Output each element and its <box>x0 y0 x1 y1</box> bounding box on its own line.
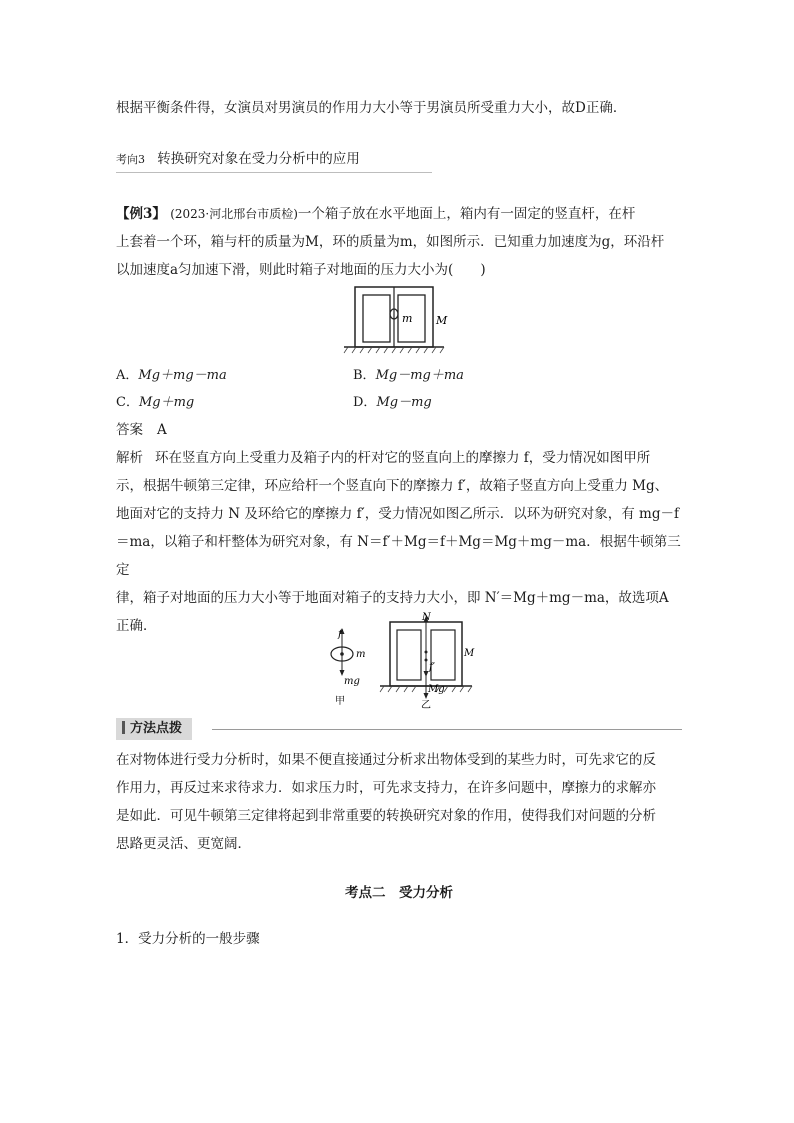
option-b-key: B． <box>353 368 376 383</box>
box2-inner-left <box>397 630 421 680</box>
ring-label-f: f <box>338 629 342 640</box>
method-line-3: 是如此．可见牛顿第三定律将起到非常重要的转换研究对象的作用，使得我们对问题的分析 <box>116 808 656 824</box>
section-header <box>116 148 432 173</box>
box2-label-M: M <box>464 648 475 659</box>
analysis-line-6: 正确． <box>116 618 157 634</box>
option-d-key: D． <box>353 395 377 410</box>
option-a-expr: Mg＋mg－ma <box>138 368 227 383</box>
method-header <box>116 718 682 740</box>
option-a <box>116 366 227 386</box>
option-c-key: C． <box>116 395 139 410</box>
section-number: 考向3 <box>116 153 145 166</box>
box-inner-left <box>363 295 390 342</box>
box2-label-N: N <box>422 612 431 623</box>
analysis-line-4: ＝ma，以箱子和杆整体为研究对象，有 N＝f′＋Mg＝f＋Mg＝Mg＋mg－ma．根据牛顿第三定 <box>116 534 681 578</box>
option-a-key: A． <box>116 368 139 383</box>
analysis-line-5: 律，箱子对地面的压力大小等于地面对箱子的支持力大小，即 N′＝Mg＋mg－ma，故选项A <box>116 590 669 606</box>
box2-label-Mg: Mg <box>428 684 445 695</box>
box-rod-ring-figure <box>340 284 460 356</box>
option-d-expr: Mg－mg <box>376 395 432 410</box>
option-b-expr: Mg－mg＋ma <box>375 368 464 383</box>
option-b <box>353 366 464 386</box>
method-paragraph <box>116 746 682 858</box>
example-line-1 <box>116 200 682 228</box>
example-line-3: 以加速度a匀加速下滑，则此时箱子对地面的压力大小为( ) <box>116 262 486 278</box>
box-caption: 乙 <box>421 700 431 711</box>
example-tag: 【例3】 <box>116 206 166 222</box>
ring-diagram <box>331 628 365 707</box>
option-d <box>353 393 432 413</box>
example-problem <box>116 200 682 284</box>
method-divider <box>212 729 682 730</box>
ground-hatch <box>344 347 444 353</box>
ring-label-mg: mg <box>344 676 360 687</box>
analysis-line-2: 示，根据牛顿第三定律，环应给杆一个竖直向下的摩擦力 f′，故箱子竖直方向上受重力 Mg、 <box>116 478 669 494</box>
method-line-2: 作用力，再反过来求待求力．如求压力时，可先求支持力，在许多问题中，摩擦力的求解亦 <box>116 780 656 796</box>
label-m: m <box>402 312 413 325</box>
method-line-4: 思路更灵活、更宽阔． <box>116 836 251 852</box>
label-M: M <box>436 314 448 327</box>
example-line-2: 上套着一个环，箱与杆的质量为M，环的质量为m，如图所示．已知重力加速度为g，环沿杆 <box>116 234 665 250</box>
intro-paragraph: 根据平衡条件得，女演员对男演员的作用力大小等于男演员所受重力大小，故D正确． <box>116 100 627 116</box>
analysis-line-1: 环在竖直方向上受重力及箱子内的杆对它的竖直向上的摩擦力 f，受力情况如图甲所 <box>155 450 651 466</box>
analysis-line-3: 地面对它的支持力 N 及环给它的摩擦力 f′，受力情况如图乙所示．以环为研究对象，有 mg－f <box>116 506 679 522</box>
method-line-1: 在对物体进行受力分析时，如果不便直接通过分析求出物体受到的某些力时，可先求它的反 <box>116 752 656 768</box>
option-c <box>116 393 194 413</box>
ring-caption: 甲 <box>335 696 345 707</box>
answer-value: A <box>157 422 167 438</box>
option-c-expr: Mg＋mg <box>138 395 195 410</box>
force-diagram-figure <box>320 612 480 712</box>
analysis-label: 解析 <box>116 450 143 466</box>
analysis-paragraph <box>116 444 682 640</box>
section-title: 转换研究对象在受力分析中的应用 <box>157 151 360 167</box>
step1-heading: 1．受力分析的一般步骤 <box>116 931 260 947</box>
example-source: (2023·河北邢台市质检) <box>170 207 298 221</box>
answer-line <box>116 416 682 444</box>
answer-label: 答案 <box>116 422 143 438</box>
method-label: 方法点拨 <box>116 718 192 740</box>
section2-title: 考点二 受力分析 <box>345 885 453 901</box>
example-text-1: 一个箱子放在水平地面上，箱内有一固定的竖直杆，在杆 <box>297 206 636 222</box>
box2-label-fprime: f′ <box>429 662 435 673</box>
ring-label-m: m <box>356 649 366 660</box>
box-diagram <box>380 612 475 711</box>
